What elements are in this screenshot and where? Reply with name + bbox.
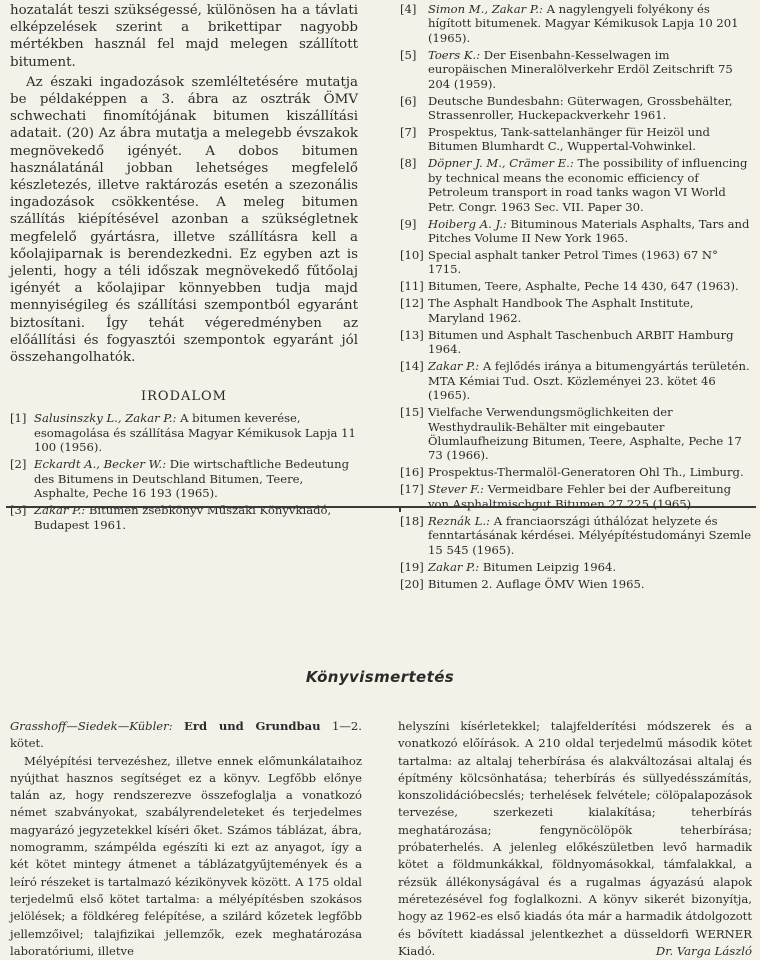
reference-author: Döpner J. M., Crämer E.: xyxy=(428,156,574,171)
reference-number: [11] xyxy=(400,279,424,294)
reference-author: Zakar P.: xyxy=(34,503,86,518)
reference-item xyxy=(400,560,752,574)
reference-body xyxy=(428,577,752,591)
reference-author: Toers K.: xyxy=(428,47,481,62)
reference-author: Stever F.: xyxy=(428,482,484,497)
article-column-left xyxy=(10,2,358,535)
reference-item xyxy=(400,156,752,214)
reference-text: Prospektus, Tank-sattelanhänger für Heizöl und Bitumen Blumhardt C., Wuppertal-Vohwinkel. xyxy=(428,125,710,154)
reference-item xyxy=(10,411,358,454)
review-section-title: Könyvismertetés xyxy=(305,668,455,686)
reference-text: Prospektus-Thermalöl-Generatoren Ohl Th., Limburg. xyxy=(428,465,744,480)
reference-body xyxy=(428,156,752,214)
reference-body xyxy=(428,48,752,91)
book-title: Erd und Grundbau xyxy=(184,719,321,733)
reference-number: [4] xyxy=(400,2,417,16)
reference-body xyxy=(34,457,358,500)
references-list-left xyxy=(10,411,358,531)
reference-text: Bitumen Leipzig 1964. xyxy=(479,559,617,574)
reference-body xyxy=(428,560,752,574)
reference-number: [19] xyxy=(400,559,424,574)
review-citation xyxy=(10,718,362,753)
reference-text: Die wirtschaftliche Bedeutung des Bitumens in Deutschland Bitumen, Teere, Asphalte, Peche 16 193 (1965). xyxy=(34,457,350,501)
reference-item xyxy=(400,359,752,402)
reference-text: Bitumen und Asphalt Taschenbuch ARBIT Hamburg 1964. xyxy=(428,327,734,357)
reference-author: Zakar P.: xyxy=(428,359,480,374)
reference-number: [9] xyxy=(400,216,417,231)
review-column-left xyxy=(10,718,362,960)
reference-item xyxy=(400,405,752,463)
reference-text: Bitumen 2. Auflage ÖMV Wien 1965. xyxy=(428,576,645,591)
reference-author: Zakar P.: xyxy=(428,559,480,574)
reference-body xyxy=(428,217,752,246)
reference-text: The possibility of influencing by technical means the economic efficiency of Petroleum transport in road tanks wagon VI World Petr. Congr. 1963 Sec. VII. Paper 30. xyxy=(428,156,748,214)
references-list-right xyxy=(400,2,752,591)
reference-number: [20] xyxy=(400,576,424,591)
reference-text: Der Eisenbahn-Kesselwagen im europäischen Mineralölverkehr Erdöl Zeitschrift 75 204 (1959). xyxy=(428,47,733,91)
review-paragraph-right-text: helyszíni kísérletekkel; talajfelderítési módszerek és a vonatkozó előírások. A 210 oldal terjedelmű második kötet tartalma: az altalaj teherbírása és alakváltozásai altalaj és építmény kölcsönhatása; teherbírás és süllyedésszámítás, konszolidációbecslés; terhelések felvétele; cölöpalapozások tervezése, szerkezeti kialakítása; teherbírás meghatározása; fengynöcölöpök teherbírása; próbaterhelés. A jelenleg előkészületben levő harmadik kötet a földmunkákkal, földnyomásokkal, támfalakkal, a rézsük állékonyságával és a rugalmas ágyazású alapok méretezésével fog foglalkozni. A könyv sikerét bizonyítja, hogy az 1962-es első kiadás óta már a harmadik átdolgozott és bővített kiadással jelentkezhet a düsseldorfi WERNER Kiadó. xyxy=(398,719,752,958)
reference-author: Salusinszky L., Zakar P.: xyxy=(34,411,177,426)
reference-text: Bitumen, Teere, Asphalte, Peche 14 430, 647 (1963). xyxy=(428,279,739,294)
reference-text: A bitumen keverése, esomagolása és szállítása Magyar Kémikusok Lapja 11 100 (1956). xyxy=(34,411,356,455)
reference-author: Reznák L.: xyxy=(428,513,491,528)
reference-text: Bitumen zsebkönyv Műszaki Könyvkiadó, Budapest 1961. xyxy=(34,503,332,532)
reference-item xyxy=(400,2,752,45)
reference-text: A fejlődés iránya a bitumengyártás területén. MTA Kémiai Tud. Oszt. Közleményei 23. kötet 46 (1965). xyxy=(428,359,750,403)
reference-author: Hoiberg A. J.: xyxy=(428,216,507,231)
reference-text: Deutsche Bundesbahn: Güterwagen, Grossbehälter, Strassenroller, Huckepackverkehr 1961. xyxy=(428,93,733,123)
reference-item xyxy=(400,125,752,154)
reference-text: The Asphalt Handbook The Asphalt Institute, Maryland 1962. xyxy=(428,296,694,325)
reference-text: Vermeidbare Fehler bei der Aufbereitung von Asphaltmischgut Bitumen 27 225 (1965). xyxy=(428,482,732,511)
review-paragraph-left: Mélyépítési tervezéshez, illetve ennek előmunkálataihoz nyújthat hasznos segítséget ez a könyv. Legfőbb előnye talán az, hogy rendszerezve összefoglalja a vonatkozó német szabványokat, szabályrendeleteket és terjedelmes magyarázó jegyzetekkel kíséri őket. Számos táblázat, ábra, nomogramm, számpélda egészíti ki ezt az anyagot, így a két kötet mintegy átmenet a táblázatgyűjtemények és a leíró részeket is tartalmazó kézikönyvek között. A 175 oldal terjedelmű első kötet tartalma: a mélyépítésben szokásos jelölések; a földkéreg felépítése, a szilárd kőzetek legfőbb jellemzőivel; talajfizikai jellemzők, ezek meghatározása laboratóriumi, illetve xyxy=(10,753,362,958)
divider-tick xyxy=(399,506,401,512)
reference-body xyxy=(428,94,752,123)
reference-text: Bituminous Materials Asphalts, Tars and Pitches Volume II New York 1965. xyxy=(428,216,750,246)
reference-number: [13] xyxy=(400,327,424,342)
reference-body xyxy=(428,359,752,402)
reference-number: [14] xyxy=(400,359,424,374)
reference-body xyxy=(428,296,752,325)
reference-body xyxy=(428,125,752,154)
reference-text: Vielfache Verwendungsmöglichkeiten der Westhydraulik-Behälter mit eingebauter Ölumlaufheizung Bitumen, Teere, Asphalte, Peche 17 73 (1966). xyxy=(428,405,742,463)
reference-number: [10] xyxy=(400,248,424,263)
reference-item xyxy=(400,296,752,325)
reference-item xyxy=(400,248,752,277)
reference-body xyxy=(428,279,752,293)
reference-number: [17] xyxy=(400,482,424,497)
reference-number: [18] xyxy=(400,513,424,528)
reference-text: Special asphalt tanker Petrol Times (1963) 67 N° 1715. xyxy=(428,248,718,277)
references-heading: IRODALOM xyxy=(141,389,227,405)
article-column-right xyxy=(400,2,752,594)
reference-text: A nagylengyeli folyékony és hígított bitumenek. Magyar Kémikusok Lapja 10 201 (1965). xyxy=(428,2,739,45)
review-signature: Dr. Varga László xyxy=(655,943,752,958)
reference-number: [12] xyxy=(400,296,424,311)
reference-text: A franciaországi úthálózat helyzete és fenntartásának kérdései. Mélyépítéstudományi Szemle 15 545 (1965). xyxy=(428,513,752,557)
reference-number: [16] xyxy=(400,465,424,480)
reference-number: [1] xyxy=(10,411,27,426)
book-volumes: 1—2. kötet. xyxy=(10,719,362,751)
reference-body xyxy=(428,405,752,463)
reference-body xyxy=(428,328,752,357)
intro-paragraph-2: Az északi ingadozások szemléltetésére mutatja be példaképpen a 3. ábra az osztrák ÖMV schwechati finomítójának bitumen kiszállítási adatait. (20) Az ábra mutatja a melegebb évszakok megnövekedő igényét. A dobos bitumen használatánál jobban lehetséges megfelelő készletezés, illetve raktározás esetén a szezonális ingadozások csökkentése. A meleg bitumen szállítás kiépítésével azonban a szükségletnek megfelelő gyártásra, illetve szállításra kell a kőolajiparnak is berendezkedni. Ez egyben azt is jelenti, hogy a téli időszak megnövekedő fűtőolaj igényét a kőolajipar könnyebben tudja majd mennyiségileg és szállítási szempontból egyaránt biztosítani. Így tehát végeredményben az előállítási és fogyasztói szempontok egyaránt jól összehangolhatók. xyxy=(10,74,358,366)
intro-paragraph-1: hozatalát teszi szükségessé, különösen ha a távlati elképzelések szerint a brikettipar nagyobb mértékben használ fel majd melegen szállított bitument. xyxy=(10,3,358,70)
reference-number: [8] xyxy=(400,156,417,171)
reference-item xyxy=(400,514,752,557)
reference-number: [15] xyxy=(400,405,424,420)
reference-number: [2] xyxy=(10,457,27,472)
reference-number: [3] xyxy=(10,503,27,518)
reference-item xyxy=(400,48,752,91)
reference-item xyxy=(400,217,752,246)
reference-author: Eckardt A., Becker W.: xyxy=(34,457,167,472)
reference-item xyxy=(400,279,752,293)
reference-body xyxy=(428,248,752,277)
reference-number: [7] xyxy=(400,125,417,140)
review-paragraph-right xyxy=(398,718,752,960)
reference-author: Simon M., Zakar P.: xyxy=(428,2,543,16)
reference-item xyxy=(400,577,752,591)
book-authors: Grasshoff—Siedek—Kübler: xyxy=(10,719,173,733)
section-divider xyxy=(6,506,756,508)
reference-item xyxy=(10,457,358,500)
review-column-right xyxy=(398,718,752,960)
reference-item xyxy=(400,465,752,479)
reference-body xyxy=(428,465,752,479)
reference-number: [6] xyxy=(400,93,417,108)
reference-body xyxy=(34,411,358,454)
reference-item xyxy=(400,328,752,357)
reference-number: [5] xyxy=(400,47,417,62)
reference-item xyxy=(400,94,752,123)
reference-body xyxy=(428,514,752,557)
reference-body xyxy=(428,2,752,45)
